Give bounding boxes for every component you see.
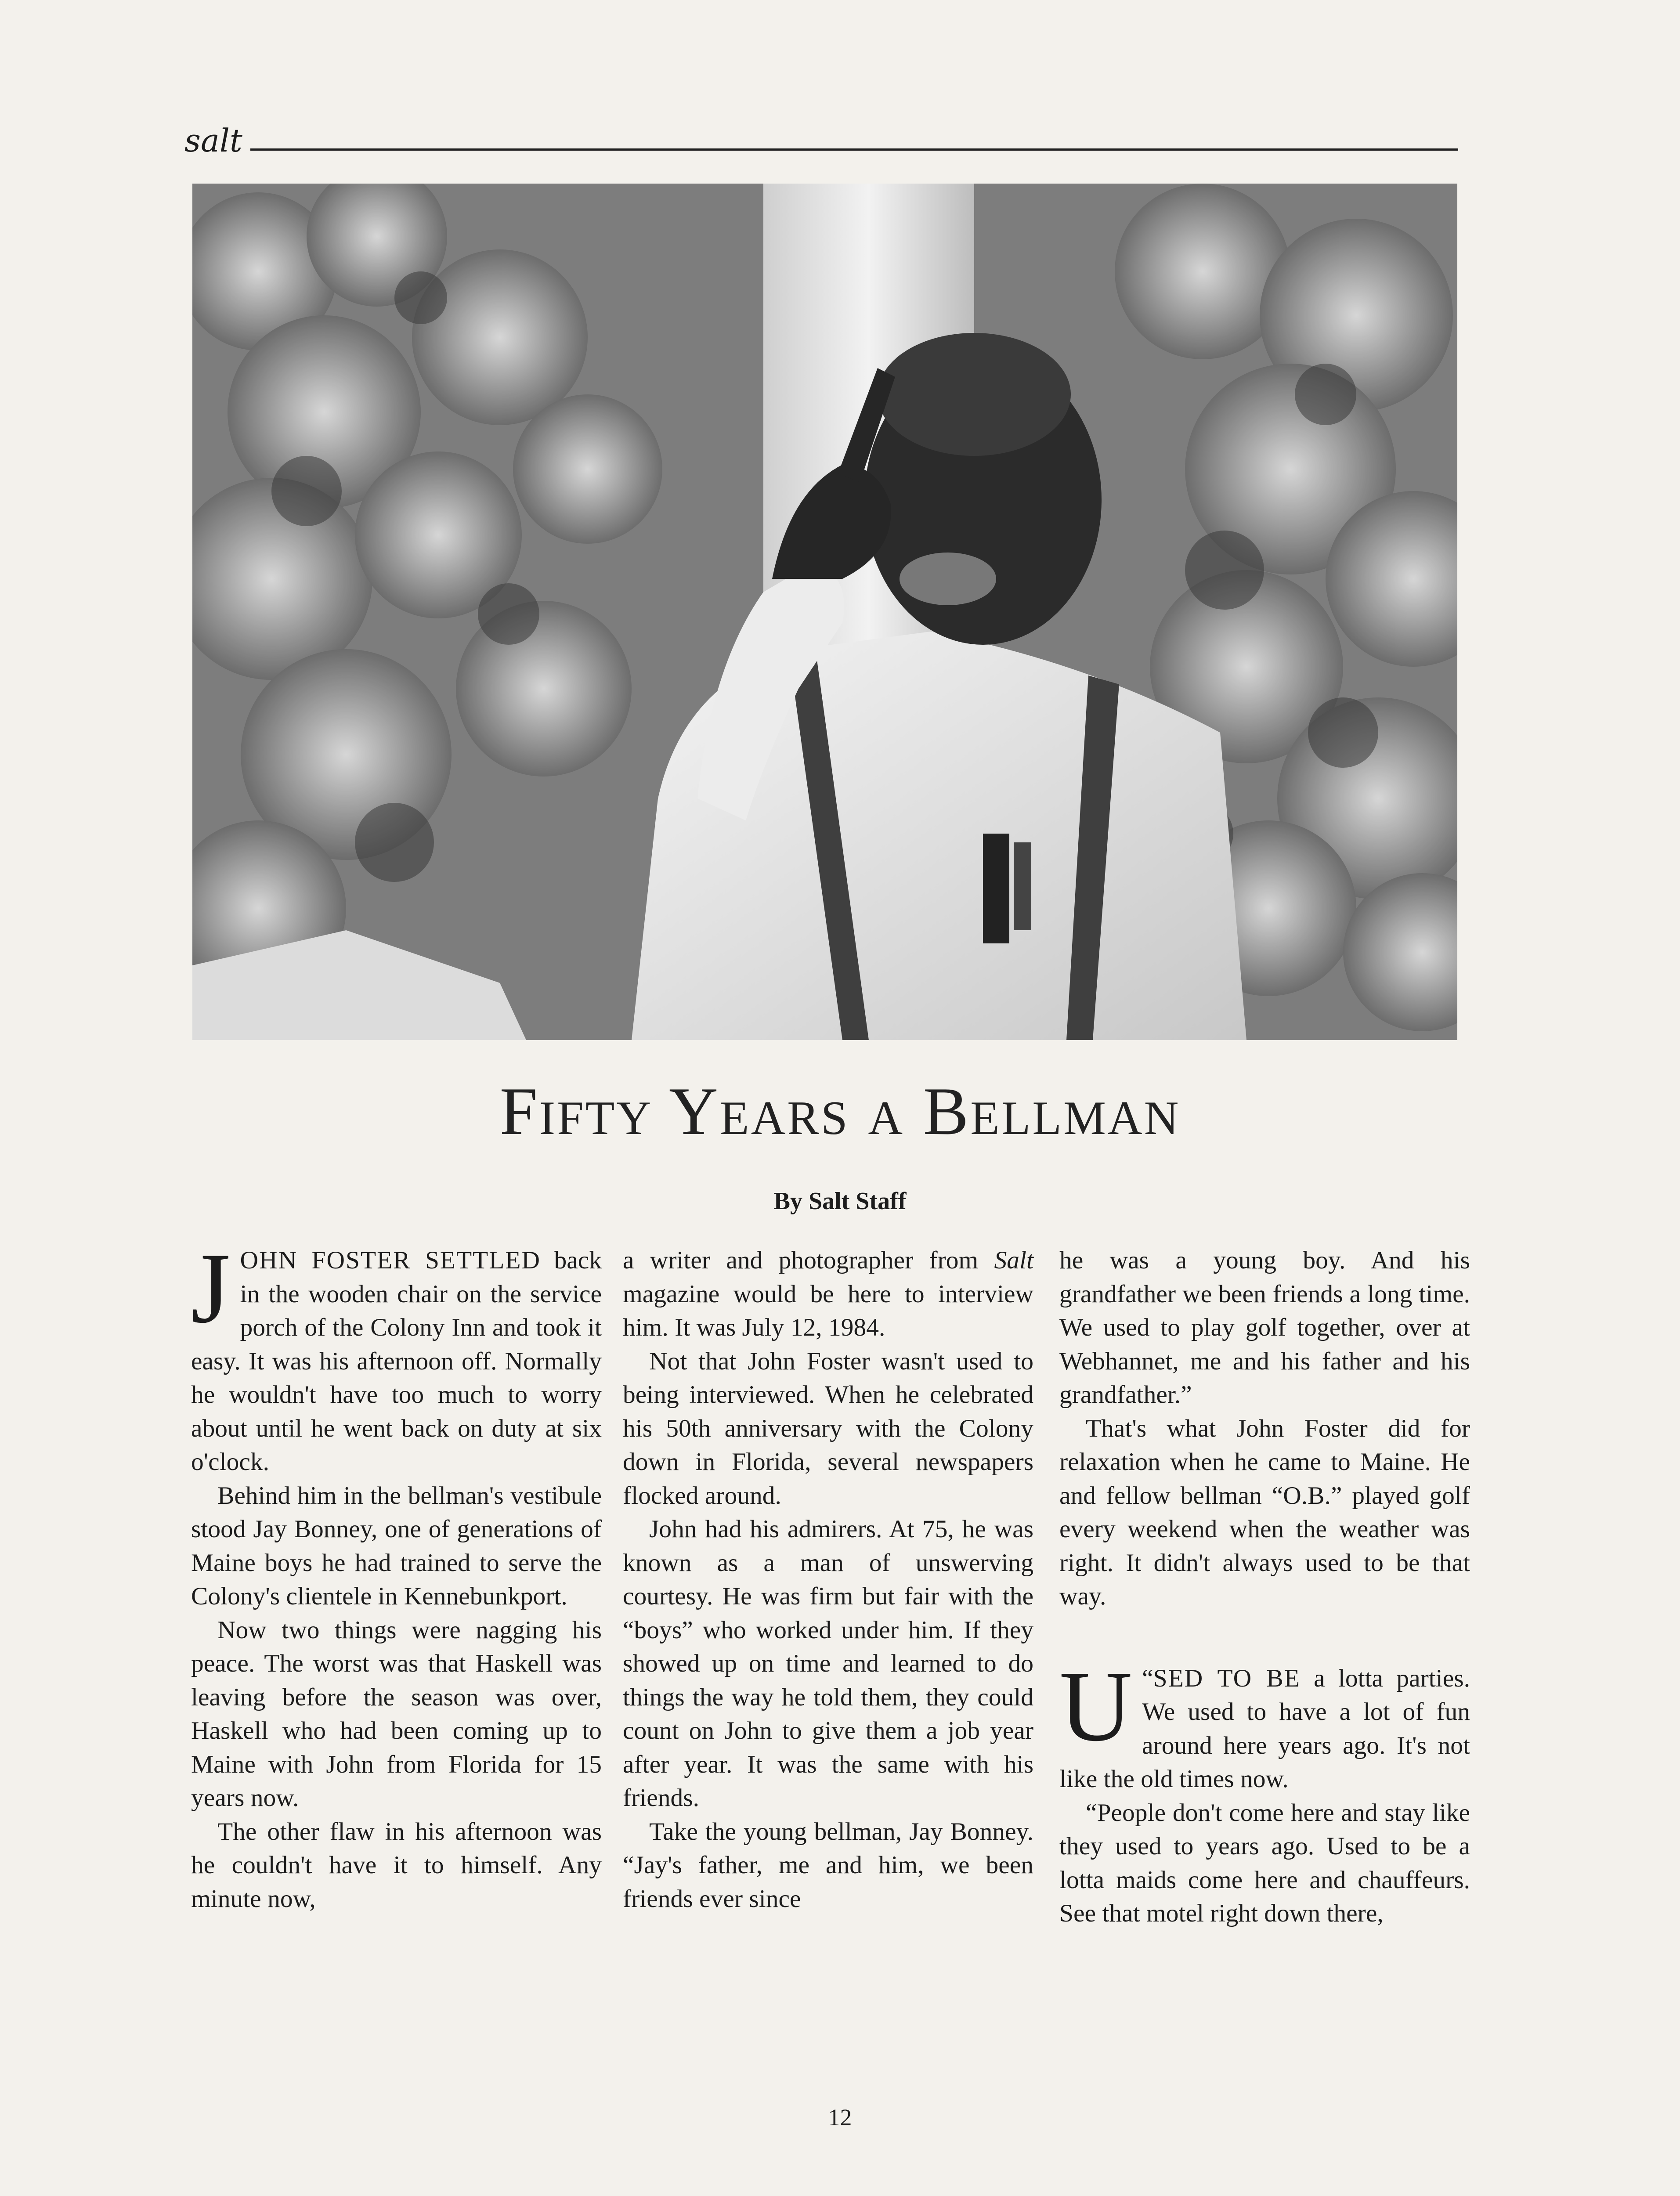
bellman-portrait-photo — [192, 184, 1457, 1040]
page-header — [184, 123, 1458, 158]
paragraph: JOHN FOSTER SETTLED back in the wooden chair on the service porch of the Colony Inn and took it easy. It was his afternoon off. Normally he wouldn't have too much to worry about until he went back on duty at six o'clock. — [191, 1232, 602, 1476]
page-number: 12 — [828, 2104, 852, 2131]
paragraph: Not that John Foster wasn't used to being interviewed. When he celebrated his 50th anniversary with the Colony down in Florida, several newspapers flocked around. — [623, 1347, 1033, 1510]
paragraph: Behind him in the bellman's vestibule stood Jay Bonney, one of generations of Maine boys he had trained to serve the Colony's clientele in Kennebunkport. — [191, 1481, 602, 1610]
paragraph: “People don't come here and stay like they used to years ago. Used to be a lotta maids come here and chauffeurs. See that motel right down there, — [1059, 1799, 1470, 1927]
photo-image — [192, 184, 1457, 1040]
lead-in: OHN FOSTER SETTLED — [240, 1246, 541, 1274]
paragraph: a writer and photographer from Salt magazine would be here to interview him. It was July 12, 1984. — [623, 1246, 1033, 1341]
article-column-3 — [1059, 1244, 1470, 1931]
paragraph: The other flaw in his afternoon was he couldn't have it to himself. Any minute now, — [191, 1817, 602, 1913]
lead-in: SED TO BE — [1153, 1664, 1301, 1692]
article-byline: By Salt Staff — [773, 1188, 907, 1215]
article-column-1 — [191, 1232, 602, 1916]
paragraph: he was a young boy. And his grandfather we been friends a long time. We used to play golf together, over at Webhannet, me and his father and his grandfather.” — [1059, 1246, 1470, 1409]
paragraph: Now two things were nagging his peace. The worst was that Haskell was leaving before the season was over, Haskell who had been coming up to Maine with John from Florida for 15 years now. — [191, 1616, 602, 1812]
drop-cap: U — [1059, 1650, 1133, 1762]
magazine-logo: salt — [184, 122, 242, 159]
paragraph: That's what John Foster did for relaxation when he came to Maine. He and fellow bellman “O.B.” played golf every weekend when the weather was right. It didn't always used to be that way. — [1059, 1414, 1470, 1610]
article-column-2 — [623, 1244, 1033, 1916]
header-rule — [250, 148, 1458, 151]
open-quote: “ — [1142, 1664, 1153, 1692]
paragraph: “ U SED TO BE a lotta parties. We used to have a lot of fun around here years ago. It's not like the old times now. — [1059, 1650, 1470, 1793]
article-title: Fifty Years a Bellman — [499, 1073, 1181, 1149]
paragraph: John had his admirers. At 75, he was known as a man of unswerving courtesy. He was firm but fair with the “boys” who worked under him. If they showed up on time and learned to do things the way he told them, they could count on John to give them a job year after year. It was the same with his friends. — [623, 1515, 1033, 1812]
drop-cap: J — [191, 1232, 231, 1344]
magazine-name: Salt — [994, 1246, 1033, 1274]
paragraph: Take the young bellman, Jay Bonney. “Jay's father, me and him, we been friends ever since — [623, 1817, 1033, 1913]
